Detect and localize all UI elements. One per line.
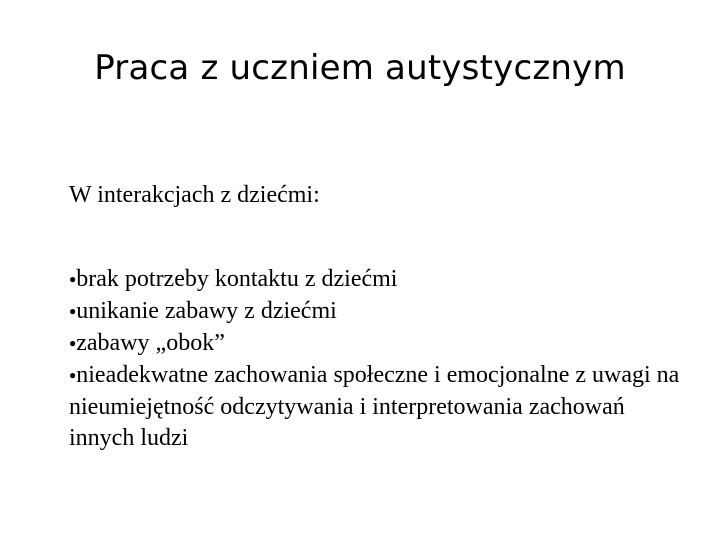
list-item-text: nieadekwatne zachowania społeczne i emocjonalne z uwagi na nieumiejętność odczytywania i interpretowania zachowań innych ludzi bbox=[69, 361, 680, 451]
list-item-text: zabawy „obok” bbox=[76, 329, 225, 356]
bullet-list bbox=[69, 264, 689, 454]
list-item-text: brak potrzeby kontaktu z dziećmi bbox=[76, 266, 398, 292]
bullet-icon: ● bbox=[69, 271, 77, 286]
list-item bbox=[69, 264, 689, 296]
bullet-icon: ● bbox=[69, 335, 77, 350]
bullet-icon: ● bbox=[69, 367, 77, 382]
bullet-icon: ● bbox=[69, 303, 77, 318]
spacer bbox=[69, 218, 689, 264]
slide-title: Praca z uczniem autystycznym bbox=[94, 48, 626, 88]
intro-text: W interakcjach z dziećmi: bbox=[69, 182, 320, 208]
list-item bbox=[69, 296, 689, 328]
list-item bbox=[69, 328, 689, 360]
list-item bbox=[69, 360, 689, 454]
list-item-text: unikanie zabawy z dziećmi bbox=[76, 297, 337, 324]
slide-content bbox=[69, 180, 689, 454]
